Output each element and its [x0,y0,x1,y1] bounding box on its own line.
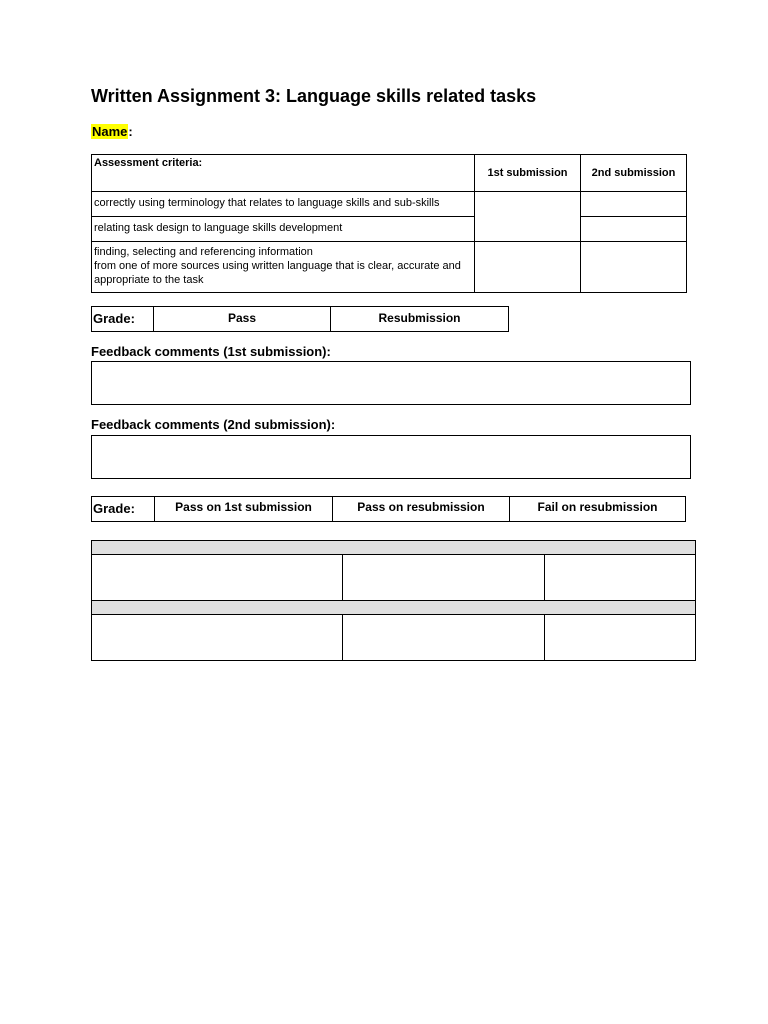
blank-cell[interactable] [343,555,545,601]
grade-box-final [91,496,686,522]
feedback-second-label: Feedback comments (2nd submission): [91,417,336,432]
first-submission-cell[interactable] [475,192,581,242]
document-title: Written Assignment 3: Language skills related tasks [91,86,537,106]
feedback-second-box[interactable] [91,435,691,479]
grade-option-pass-first[interactable]: Pass on 1st submission [154,497,332,521]
second-submission-cell[interactable] [581,192,687,217]
name-colon: : [128,124,133,139]
criteria-header: Assessment criteria: [92,155,475,192]
criteria-row: finding, selecting and referencing information from one of more sources using written language that is clear, accurate and appropriate to the task [92,242,475,293]
shaded-header-row [92,541,696,555]
blank-cell[interactable] [92,615,343,661]
name-label-highlight: Name [92,124,128,139]
second-submission-cell[interactable] [581,217,687,242]
grade-label: Grade: [93,501,135,516]
assessment-criteria-table [91,154,687,293]
second-submission-header: 2nd submission [581,155,687,192]
grade-box-first [91,306,509,332]
blank-cell[interactable] [343,615,545,661]
grade-option-fail-resubmission[interactable]: Fail on resubmission [509,497,685,521]
name-field-label [91,124,133,139]
first-submission-header: 1st submission [475,155,581,192]
shaded-header-row [92,601,696,615]
feedback-first-box[interactable] [91,361,691,405]
first-submission-cell[interactable] [475,242,581,293]
grade-label: Grade: [91,306,154,332]
signature-table [91,540,696,661]
blank-cell[interactable] [545,555,696,601]
blank-cell[interactable] [545,615,696,661]
criteria-row: relating task design to language skills development [92,217,475,242]
grade-option-pass[interactable]: Pass [154,306,331,332]
grade-option-pass-resubmission[interactable]: Pass on resubmission [332,497,509,521]
second-submission-cell[interactable] [581,242,687,293]
feedback-first-label: Feedback comments (1st submission): [91,344,331,359]
blank-cell[interactable] [92,555,343,601]
criteria-row: correctly using terminology that relates to language skills and sub-skills [92,192,475,217]
grade-option-resubmission[interactable]: Resubmission [331,306,509,332]
